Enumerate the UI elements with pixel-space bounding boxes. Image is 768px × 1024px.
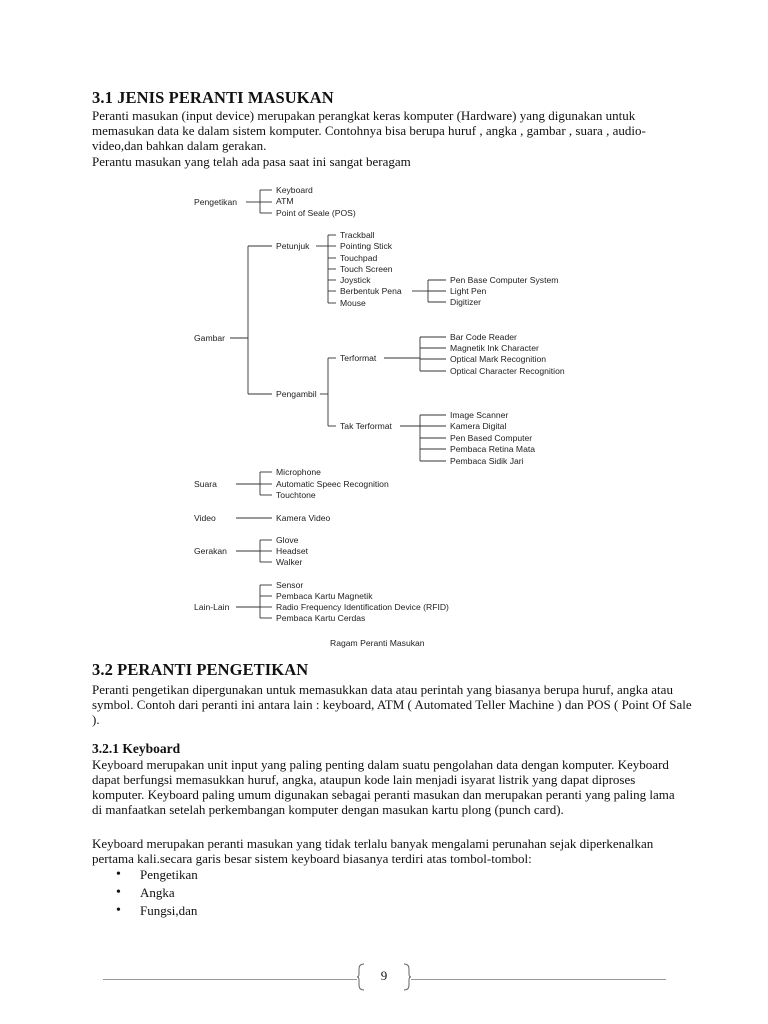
category-lain-lain: Lain-Lain: [194, 602, 230, 612]
item-light-pen: Light Pen: [450, 286, 487, 296]
page-number: 9: [380, 968, 388, 983]
footer-rule-right: [411, 979, 666, 980]
category-video: Video: [194, 513, 216, 523]
item-walker: Walker: [276, 557, 303, 567]
footer-rule-left: [103, 979, 357, 980]
node-tak-terformat: Tak Terformat: [340, 421, 392, 431]
section-3-1-paragraph: Peranti masukan (input device) merupakan perangkat keras komputer (Hardware) yang digunakan untuk memasukan data ke dalam sistem komputer. Contohnya bisa berupa huruf , angka , gambar , suara , audio-video,dan bahkan dalam gerakan.: [92, 108, 646, 153]
section-3-2-paragraph: Peranti pengetikan dipergunakan untuk memasukkan data atau perintah yang biasanya berupa huruf, angka atau symbol. Contoh dari peranti ini antara lain : keyboard, ATM ( Automated Teller Machine ) dan POS ( Point Of Sale ).: [92, 682, 692, 727]
category-gerakan: Gerakan: [194, 546, 227, 556]
item-pen-base-computer-system: Pen Base Computer System: [450, 275, 559, 285]
item-image-scanner: Image Scanner: [450, 410, 509, 420]
item-mouse: Mouse: [340, 298, 366, 308]
item-touch-screen: Touch Screen: [340, 264, 393, 274]
category-suara: Suara: [194, 479, 217, 489]
item-pembaca-kartu-magnetik: Pembaca Kartu Magnetik: [276, 591, 373, 601]
item-pos: Point of Seale (POS): [276, 208, 356, 218]
list-item: • Fungsi,dan: [116, 902, 198, 920]
section-3-1-paragraph-2: Perantu masukan yang telah ada pasa saat ini sangat beragam: [92, 154, 411, 169]
node-petunjuk: Petunjuk: [276, 241, 310, 251]
item-pembaca-sidik-jari: Pembaca Sidik Jari: [450, 456, 524, 466]
item-optical-mark-recognition: Optical Mark Recognition: [450, 354, 547, 364]
item-joystick: Joystick: [340, 275, 371, 285]
node-terformat: Terformat: [340, 353, 377, 363]
item-trackball: Trackball: [340, 230, 375, 240]
section-3-2-1-paragraph: Keyboard merupakan unit input yang paling penting dalam suatu pengolahan data dengan komputer. Keyboard dapat berfungsi memasukkan huruf, angka, ataupun kode lain menjadi isyarat listrik yang dapat diproses komputer. Keyboard paling umum digunakan sebagai peranti masukan dan merupakan peranti yang paling lama di manfaatkan setelah perkembangan komputer dengan masukan kartu plong (punch card).: [92, 757, 675, 817]
item-pen-based-computer: Pen Based Computer: [450, 433, 533, 443]
diagram-caption: Ragam Peranti Masukan: [330, 638, 425, 648]
item-digitizer: Digitizer: [450, 297, 482, 307]
item-optical-character-recognition: Optical Character Recognition: [450, 366, 565, 376]
item-touchpad: Touchpad: [340, 253, 378, 263]
item-microphone: Microphone: [276, 467, 321, 477]
item-pointing-stick: Pointing Stick: [340, 241, 393, 251]
category-gambar: Gambar: [194, 333, 226, 343]
section-3-2-1-title: 3.2.1 Keyboard: [92, 741, 181, 756]
list-item: • Pengetikan: [116, 866, 198, 884]
item-headset: Headset: [276, 546, 309, 556]
list-item: • Angka: [116, 884, 198, 902]
item-pembaca-retina-mata: Pembaca Retina Mata: [450, 444, 536, 454]
item-kamera-digital: Kamera Digital: [450, 421, 507, 431]
item-sensor: Sensor: [276, 580, 304, 590]
item-magnetik-ink-character: Magnetik Ink Character: [450, 343, 539, 353]
section-3-2-title: 3.2 PERANTI PENGETIKAN: [92, 660, 309, 679]
section-3-2-1-paragraph-2: Keyboard merupakan peranti masukan yang tidak terlalu banyak mengalami perunahan sejak diperkenalkan pertama kali.secara garis besar sistem keyboard biasanya terdiri atas tombol-tombol:: [92, 836, 654, 866]
item-glove: Glove: [276, 535, 299, 545]
node-pengambil: Pengambil: [276, 389, 317, 399]
item-pembaca-kartu-cerdas: Pembaca Kartu Cerdas: [276, 613, 366, 623]
keyboard-key-groups-list: [116, 866, 198, 920]
item-kamera-video: Kamera Video: [276, 513, 331, 523]
item-keyboard: Keyboard: [276, 185, 313, 195]
item-berbentuk-pena: Berbentuk Pena: [340, 286, 402, 296]
item-touchtone: Touchtone: [276, 490, 316, 500]
item-atm: ATM: [276, 196, 294, 206]
item-rfid: Radio Frequency Identification Device (RFID): [276, 602, 449, 612]
section-3-1-title: 3.1 JENIS PERANTI MASUKAN: [92, 88, 334, 107]
item-automatic-speech-recognition: Automatic Speec Recognition: [276, 479, 389, 489]
category-pengetikan: Pengetikan: [194, 197, 238, 207]
item-bar-code-reader: Bar Code Reader: [450, 332, 517, 342]
